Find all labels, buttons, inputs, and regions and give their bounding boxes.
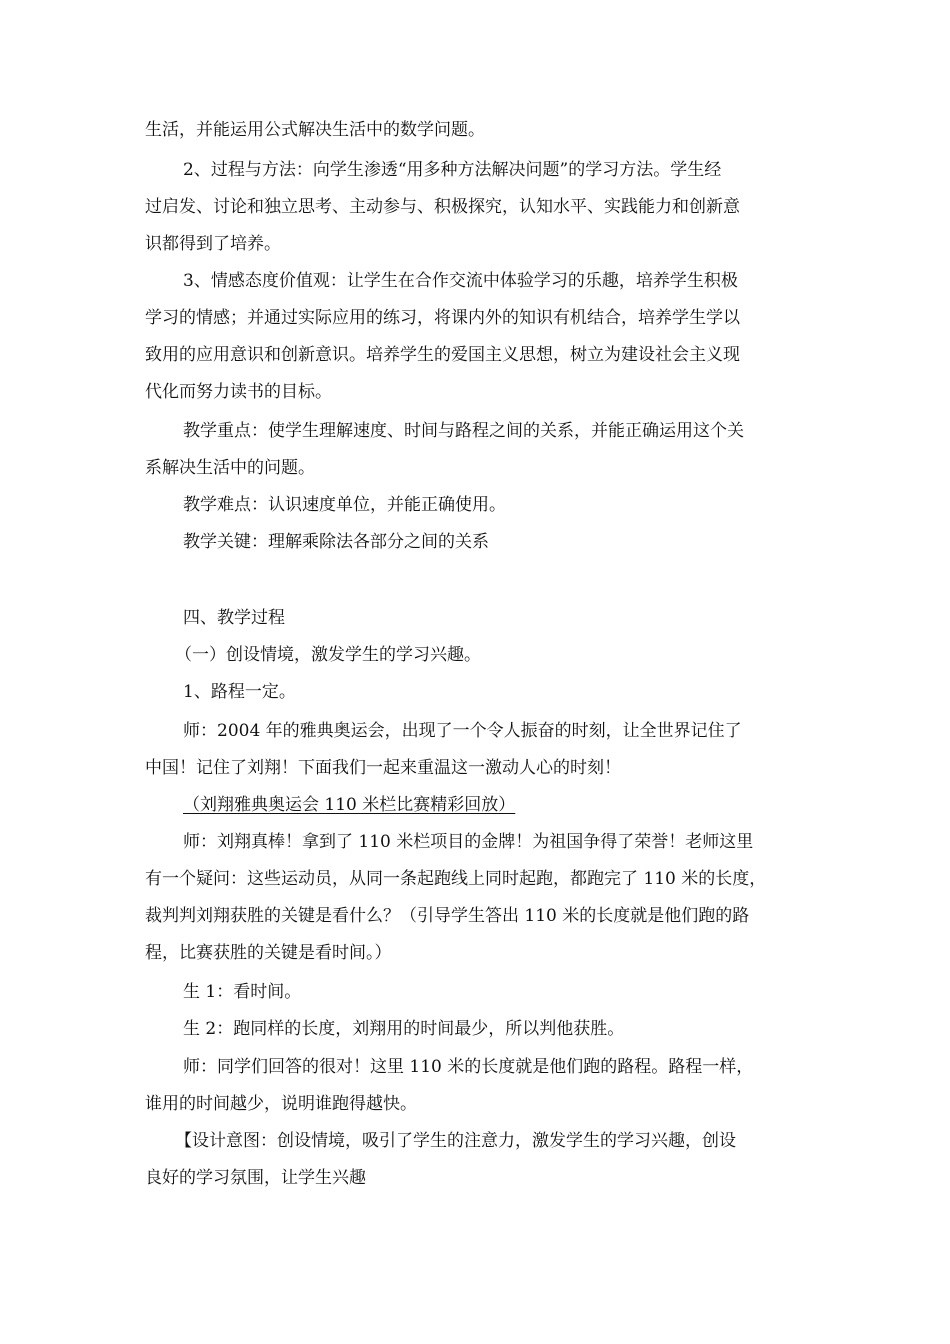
paragraph-line: 师：刘翔真棒！拿到了 110 米栏项目的金牌！为祖国争得了荣誉！老师这里 [183,832,754,852]
paragraph-line: 有一个疑问：这些运动员，从同一条起跑线上同时起跑，都跑完了 110 米的长度， [145,869,767,889]
subsection-heading: （一）创设情境，激发学生的学习兴趣。 [175,645,481,665]
paragraph-line: 【设计意图：创设情境，吸引了学生的注意力，激发学生的学习兴趣，创设 [175,1131,736,1151]
paragraph-line: 代化而努力读书的目标。 [145,382,332,402]
paragraph-line: 过启发、讨论和独立思考、主动参与、积极探究，认知水平、实践能力和创新意 [145,197,740,217]
paragraph-line: 识都得到了培养。 [145,234,281,254]
paragraph-line: 良好的学习氛围，让学生兴趣 [145,1168,366,1188]
paragraph-line: 学习的情感；并通过实际应用的练习，将课内外的知识有机结合，培养学生学以 [145,308,740,328]
video-note: （刘翔雅典奥运会 110 米栏比赛精彩回放） [183,795,516,815]
paragraph-line: 师：2004 年的雅典奥运会，出现了一个令人振奋的时刻，让全世界记住了 [183,721,742,741]
paragraph-line: 致用的应用意识和创新意识。培养学生的爱国主义思想，树立为建设社会主义现 [145,345,740,365]
paragraph-line: 系解决生活中的问题。 [145,458,315,478]
paragraph-line: 中国！记住了刘翔！下面我们一起来重温这一激动人心的时刻！ [145,758,621,778]
section-heading: 四、教学过程 [183,608,285,628]
paragraph-line: 谁用的时间越少，说明谁跑得越快。 [145,1094,417,1114]
paragraph-line: 教学难点：认识速度单位，并能正确使用。 [183,495,506,515]
paragraph-line: 教学关键：理解乘除法各部分之间的关系 [183,532,489,552]
paragraph-line: 2、过程与方法：向学生渗透“用多种方法解决问题”的学习方法。学生经 [183,160,722,180]
paragraph-line: 师：同学们回答的很对！这里 110 米的长度就是他们跑的路程。路程一样， [183,1057,754,1077]
paragraph-line: 生 2：跑同样的长度，刘翔用的时间最少，所以判他获胜。 [183,1019,625,1039]
paragraph-line: 生 1：看时间。 [183,982,302,1002]
paragraph-line: 3、情感态度价值观：让学生在合作交流中体验学习的乐趣，培养学生积极 [183,271,738,291]
paragraph-line: 1、路程一定。 [183,682,296,702]
paragraph-line: 程，比赛获胜的关键是看时间。） [145,943,392,963]
paragraph-line: 教学重点：使学生理解速度、时间与路程之间的关系，并能正确运用这个关 [183,421,744,441]
paragraph-line: 裁判判刘翔获胜的关键是看什么？（引导学生答出 110 米的长度就是他们跑的路 [145,906,750,926]
paragraph-line: 生活，并能运用公式解决生活中的数学问题。 [145,120,485,140]
